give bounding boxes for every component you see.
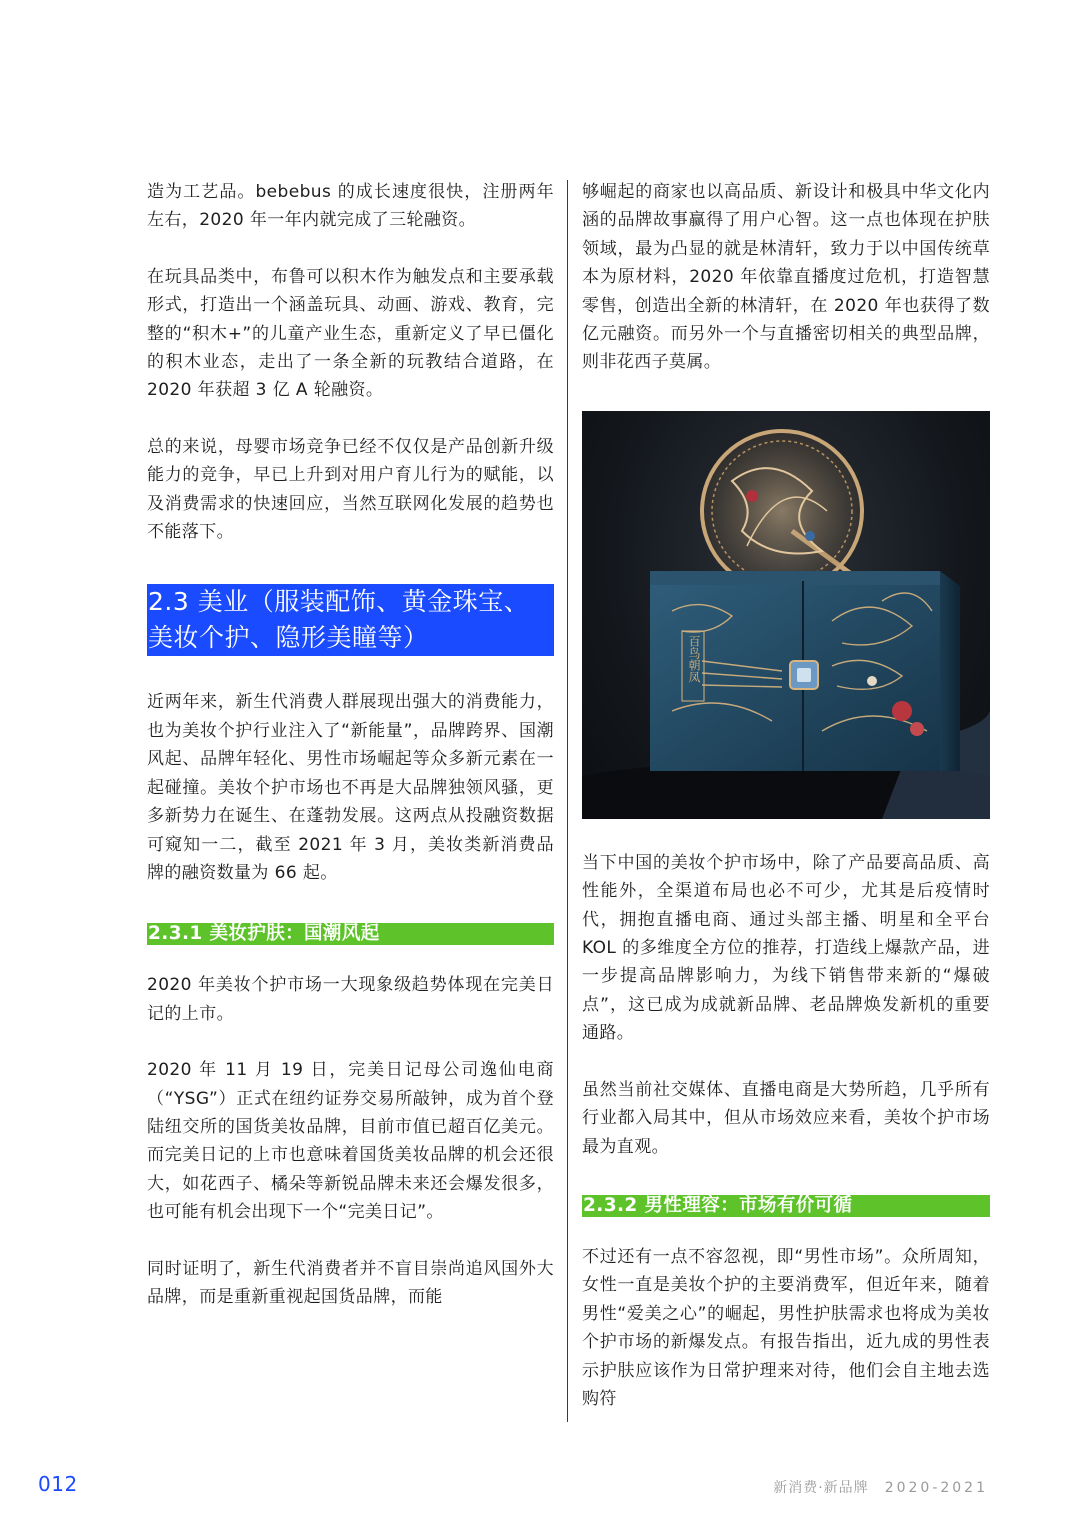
paragraph-linqingxuan: 够崛起的商家也以高品质、新设计和极具中华文化内涵的品牌故事赢得了用户心智。这一点也体现在护肤领域，最为凸显的就是林清轩，致力于以中国传统草本为原材料，2020 年依靠直播度过危机，打造智慧零售，创造出全新的林清轩，在 2020 年也获得了数亿元融资。而另外一个与直播密切相关的典型品牌，则非花西子莫属。 — [582, 182, 990, 373]
paragraph-ysg-ipo: 2020 年 11 月 19 日，完美日记母公司逸仙电商（“YSG”）正式在纽约证券交易所敲钟，成为首个登陆纽交所的国货美妆品牌，目前市值已超百亿美元。而完美日记的上市也意味着国货美妆品牌的机会还很大，如花西子、橘朵等新锐品牌未来还会爆发很多，也可能有机会出现下一个“完美日记”。 — [147, 1060, 554, 1223]
photo-box-title: 百鸟朝凤 — [687, 634, 701, 683]
publication-title: 新消费·新品牌 — [773, 1480, 869, 1496]
paragraph-maternal-summary: 总的来说，母婴市场竞争已经不仅仅是产品创新升级能力的竞争，早已上升到对用户育儿行为的赋能，以及消费需求的快速回应，当然互联网化发展的趋势也不能落下。 — [147, 436, 554, 543]
product-photo — [582, 411, 990, 819]
section-heading-2-3-line2: 美妆个护、隐形美瞳等） — [148, 623, 429, 653]
paragraph-bloks: 在玩具品类中，布鲁可以积木作为触发点和主要承载形式，打造出一个涵盖玩具、动画、游戏、教育，完整的“积木+”的儿童产业生态，重新定义了早已僵化的积木业态，走出了一条全新的玩教结合道路，在 2020 年获超 3 亿 A 轮融资。 — [147, 266, 554, 401]
page-number: 012 — [38, 1472, 78, 1496]
right-column — [582, 178, 990, 1413]
section-heading-2-3 — [147, 584, 554, 656]
publication-year: 2020-2021 — [884, 1480, 988, 1496]
paragraph-beauty-intro: 近两年来，新生代消费人群展现出强大的消费能力，也为美妆个护行业注入了“新能量”，品牌跨界、国潮风起、品牌年轻化、男性市场崛起等众多新元素在一起碰撞。美妆个护市场也不再是大品牌独领风骚，更多新势力在诞生、在蓬勃发展。这两点从投融资数据可窥知一二，截至 2021 年 3 月，美妆类新消费品牌的融资数量为 66 起。 — [147, 692, 554, 883]
paragraph-domestic-brands: 同时证明了，新生代消费者并不盲目崇尚追风国外大品牌，而是重新重视起国货品牌，而能 — [147, 1258, 554, 1307]
paragraph-omnichannel: 当下中国的美妆个护市场中，除了产品要高品质、高性能外，全渠道布局也必不可少，尤其是后疫情时代，拥抱直播电商、通过头部主播、明星和全平台 KOL 的多维度全方位的推荐，打造线上爆款产品，进一步提高品牌影响力，为线下销售带来新的“爆破点”，这已成为成就新品牌、老品牌焕发新机的重要通路。 — [582, 852, 990, 1044]
paragraph-male-market: 不过还有一点不容忽视，即“男性市场”。众所周知，女性一直是美妆个护的主要消费军，但近年来，随着男性“爱美之心”的崛起，男性护肤需求也将成为美妆个护市场的新爆发点。有报告指出，近九成的男性表示护肤应该作为日常护理来对待，他们会自主地去选购符 — [582, 1246, 990, 1409]
subsection-heading-2-3-2: 2.3.2 男性理容：市场有价可循 — [582, 1195, 990, 1217]
paragraph-social-media: 虽然当前社交媒体、直播电商是大势所趋，几乎所有行业都入局其中，但从市场效应来看，美妆个护市场最为直观。 — [582, 1079, 990, 1157]
gift-box-illustration — [582, 411, 990, 819]
paragraph-perfect-diary-trend: 2020 年美妆个护市场一大现象级趋势体现在完美日记的上市。 — [147, 975, 554, 1024]
column-divider — [567, 180, 568, 1422]
subsection-heading-2-3-1: 2.3.1 美妆护肤：国潮风起 — [147, 923, 554, 945]
left-column — [147, 178, 554, 1311]
paragraph-bebebus: 造为工艺品。bebebus 的成长速度很快，注册两年左右，2020 年一年内就完成了三轮融资。 — [147, 182, 554, 231]
section-heading-2-3-line1: 2.3 美业（服装配饰、黄金珠宝、 — [148, 587, 530, 617]
footer-publication — [773, 1477, 988, 1497]
